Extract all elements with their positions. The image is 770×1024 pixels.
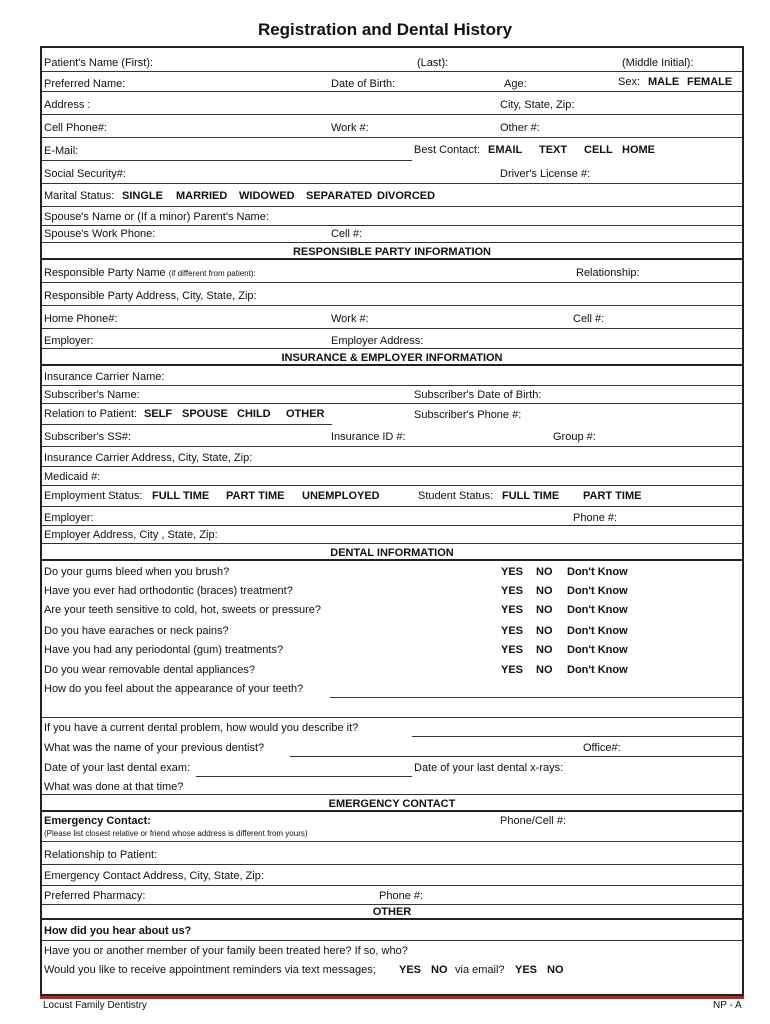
row-appearance	[42, 682, 742, 702]
employment-status-label: Employment Status:	[44, 490, 143, 502]
row-carrier-address	[42, 449, 742, 467]
marital-separated-option[interactable]: SEPARATED	[306, 190, 373, 202]
row-subscriber	[42, 387, 742, 404]
dental-question: Do you have earaches or neck pains?	[44, 625, 229, 637]
footer-form-code: NP - A	[713, 1000, 742, 1011]
row-relation	[42, 406, 742, 425]
sex-label: Sex:	[618, 76, 641, 88]
responsible-employer-address-field[interactable]: Employer Address:	[331, 335, 424, 347]
address-field[interactable]: Address :	[44, 99, 91, 111]
last-name-field[interactable]: (Last):	[417, 57, 449, 69]
dental-question: Do you wear removable dental appliances?	[44, 664, 255, 676]
age-field[interactable]: Age:	[504, 78, 527, 90]
carrier-address-field[interactable]: Insurance Carrier Address, City, State, Zip:	[44, 452, 253, 464]
relation-other-option[interactable]: OTHER	[286, 408, 325, 420]
row-family	[42, 944, 742, 962]
answer-no[interactable]: NO	[536, 664, 553, 676]
reminders-question: Would you like to receive appointment reminders via text messages;	[44, 964, 376, 976]
row-hear	[42, 923, 742, 941]
row-ssn	[42, 164, 742, 184]
row-email	[42, 141, 742, 161]
answer-yes[interactable]: YES	[501, 664, 524, 676]
emergency-relationship-field[interactable]: Relationship to Patient:	[44, 849, 158, 861]
row-address	[42, 95, 742, 115]
subscriber-phone-field[interactable]: Subscriber's Phone #:	[414, 409, 522, 421]
answer-yes[interactable]: YES	[501, 585, 524, 597]
carrier-name-field[interactable]: Insurance Carrier Name:	[44, 371, 165, 383]
row-responsible-address	[42, 286, 742, 306]
email-underline	[42, 160, 412, 161]
footer-rule	[40, 996, 744, 999]
sex-female-option[interactable]: FEMALE	[687, 76, 733, 88]
emergency-address-field[interactable]: Emergency Contact Address, City, State, Zip:	[44, 870, 264, 882]
row-what-done	[42, 780, 742, 795]
ins-employer-field[interactable]: Employer:	[44, 512, 94, 524]
responsible-cell-field[interactable]: Cell #:	[573, 313, 605, 325]
other-phone-field[interactable]: Other #:	[500, 122, 540, 134]
office-field[interactable]: Office#:	[583, 742, 621, 754]
answer-dont-know[interactable]: Don't Know	[567, 664, 628, 676]
insurance-header: INSURANCE & EMPLOYER INFORMATION	[281, 352, 503, 364]
row-spouse-phone	[42, 227, 742, 243]
reminder-email-no[interactable]: NO	[547, 964, 564, 976]
preferred-name-field[interactable]: Preferred Name:	[44, 78, 126, 90]
answer-dont-know[interactable]: Don't Know	[567, 604, 628, 616]
problem-answer-line[interactable]	[412, 736, 742, 737]
answer-dont-know[interactable]: Don't Know	[567, 585, 628, 597]
last-exam-question: Date of your last dental exam:	[44, 762, 191, 774]
city-state-zip-field[interactable]: City, State, Zip:	[500, 99, 575, 111]
other-section-header	[42, 905, 742, 920]
row-responsible-phones	[42, 309, 742, 329]
subscriber-ssn-field[interactable]: Subscriber's SS#:	[44, 431, 132, 443]
what-done-question: What was done at that time?	[44, 781, 184, 793]
answer-dont-know[interactable]: Don't Know	[567, 644, 628, 656]
responsible-work-field[interactable]: Work #:	[331, 313, 369, 325]
responsible-name-note: (if different from patient):	[168, 269, 256, 278]
dental-question-row	[42, 663, 742, 682]
answer-no[interactable]: NO	[536, 644, 553, 656]
answer-no[interactable]: NO	[536, 604, 553, 616]
hear-about-us-field[interactable]: How did you hear about us?	[44, 925, 192, 937]
row-spouse-name	[42, 210, 742, 226]
employment-full-time-option[interactable]: FULL TIME	[152, 490, 210, 502]
row-last-exam	[42, 761, 742, 780]
row-emergency-contact	[42, 814, 742, 842]
footer-practice-name: Locust Family Dentistry	[43, 1000, 147, 1011]
problem-question: If you have a current dental problem, how would you describe it?	[44, 722, 359, 734]
emergency-section-header	[42, 796, 742, 812]
emergency-header: EMERGENCY CONTACT	[328, 798, 456, 810]
student-part-time-option[interactable]: PART TIME	[583, 490, 642, 502]
contact-home-option[interactable]: HOME	[622, 144, 655, 156]
subscriber-name-field[interactable]: Subscriber's Name:	[44, 389, 140, 401]
emergency-contact-note: (Please list closest relative or friend whose address is different from yours)	[44, 829, 308, 838]
row-problem	[42, 721, 742, 741]
work-phone-field[interactable]: Work #:	[331, 122, 369, 134]
relation-spouse-option[interactable]: SPOUSE	[182, 408, 228, 420]
pharmacy-field[interactable]: Preferred Pharmacy:	[44, 890, 146, 902]
dental-question-row	[42, 603, 742, 622]
responsible-relationship-field[interactable]: Relationship:	[576, 267, 640, 279]
row-responsible-employer	[42, 332, 742, 349]
dental-question: Have you had any periodontal (gum) treatments?	[44, 644, 284, 656]
marital-divorced-option[interactable]: DIVORCED	[377, 190, 436, 202]
row-phones	[42, 118, 742, 138]
via-email-label: via email?	[455, 964, 505, 976]
registration-form	[40, 46, 744, 996]
row-ins-employer-address	[42, 527, 742, 544]
spouse-cell-field[interactable]: Cell #:	[331, 228, 363, 240]
first-name-field[interactable]: Patient's Name (First):	[44, 57, 154, 69]
row-subscriber-ids	[42, 427, 742, 447]
row-ins-employer	[42, 509, 742, 526]
employment-unemployed-option[interactable]: UNEMPLOYED	[302, 490, 380, 502]
responsible-section-header	[42, 244, 742, 260]
row-employment	[42, 487, 742, 507]
last-xray-field[interactable]: Date of your last dental x-rays:	[414, 762, 564, 774]
contact-cell-option[interactable]: CELL	[584, 144, 613, 156]
row-responsible-name	[42, 263, 742, 283]
dental-section-header	[42, 545, 742, 561]
relation-label: Relation to Patient:	[44, 408, 137, 420]
row-preferred	[42, 75, 742, 92]
answer-yes[interactable]: YES	[501, 566, 524, 578]
row-appearance-extra	[42, 700, 742, 718]
prev-dentist-question: What was the name of your previous dentist?	[44, 742, 265, 754]
dental-question: Do your gums bleed when you brush?	[44, 566, 230, 578]
responsible-header: RESPONSIBLE PARTY INFORMATION	[292, 246, 491, 258]
insurance-id-field[interactable]: Insurance ID #:	[331, 431, 406, 443]
marital-single-option[interactable]: SINGLE	[122, 190, 163, 202]
dental-question: Have you ever had orthodontic (braces) treatment?	[44, 585, 293, 597]
last-exam-answer-line[interactable]	[196, 776, 412, 777]
marital-status-label: Marital Status:	[44, 190, 115, 202]
responsible-employer-field[interactable]: Employer:	[44, 335, 94, 347]
answer-dont-know[interactable]: Don't Know	[567, 566, 628, 578]
marital-married-option[interactable]: MARRIED	[176, 190, 228, 202]
reminder-email-yes[interactable]: YES	[515, 964, 538, 976]
answer-no[interactable]: NO	[536, 585, 553, 597]
relation-underline	[42, 424, 332, 425]
appearance-question: How do you feel about the appearance of your teeth?	[44, 683, 304, 695]
row-prev-dentist	[42, 741, 742, 761]
answer-yes[interactable]: YES	[501, 625, 524, 637]
row-reminders	[42, 963, 742, 981]
dental-question-row	[42, 624, 742, 643]
email-field[interactable]: E-Mail:	[44, 145, 79, 157]
reminder-text-yes[interactable]: YES	[399, 964, 422, 976]
dental-header: DENTAL INFORMATION	[330, 547, 454, 559]
spouse-work-phone-field[interactable]: Spouse's Work Phone:	[44, 228, 156, 240]
answer-yes[interactable]: YES	[501, 644, 524, 656]
subscriber-dob-field[interactable]: Subscriber's Date of Birth:	[414, 389, 542, 401]
student-full-time-option[interactable]: FULL TIME	[502, 490, 560, 502]
row-marital	[42, 187, 742, 207]
ins-employer-address-field[interactable]: Employer Address, City , State, Zip:	[44, 529, 218, 541]
student-status-label: Student Status:	[418, 490, 494, 502]
answer-dont-know[interactable]: Don't Know	[567, 625, 628, 637]
responsible-address-field[interactable]: Responsible Party Address, City, State, Zip:	[44, 290, 257, 302]
row-carrier	[42, 369, 742, 386]
reminder-text-no[interactable]: NO	[431, 964, 448, 976]
row-pharmacy	[42, 888, 742, 905]
ssn-field[interactable]: Social Security#:	[44, 168, 126, 180]
ins-employer-phone-field[interactable]: Phone #:	[573, 512, 618, 524]
answer-yes[interactable]: YES	[501, 604, 524, 616]
dental-question-row	[42, 565, 742, 584]
responsible-name-label: Responsible Party Name	[44, 267, 166, 279]
medicaid-field[interactable]: Medicaid #:	[44, 471, 101, 483]
row-medicaid	[42, 468, 742, 486]
answer-no[interactable]: NO	[536, 625, 553, 637]
dob-field[interactable]: Date of Birth:	[331, 78, 396, 90]
form-title: Registration and Dental History	[257, 20, 513, 39]
dental-question-row	[42, 584, 742, 603]
appearance-answer-line[interactable]	[330, 697, 742, 698]
employment-part-time-option[interactable]: PART TIME	[226, 490, 285, 502]
family-treated-field[interactable]: Have you or another member of your family been treated here? If so, who?	[44, 945, 408, 957]
responsible-home-phone-field[interactable]: Home Phone#:	[44, 313, 118, 325]
pharmacy-phone-field[interactable]: Phone #:	[379, 890, 424, 902]
middle-initial-field[interactable]: (Middle Initial):	[622, 57, 694, 69]
sex-male-option[interactable]: MALE	[648, 76, 680, 88]
emergency-contact-field[interactable]: Emergency Contact:	[44, 815, 151, 827]
contact-text-option[interactable]: TEXT	[539, 144, 568, 156]
group-number-field[interactable]: Group #:	[553, 431, 596, 443]
dental-question-row	[42, 643, 742, 662]
best-contact-label: Best Contact:	[414, 144, 481, 156]
row-emergency-address	[42, 868, 742, 886]
emergency-phone-field[interactable]: Phone/Cell #:	[500, 815, 567, 827]
row-emergency-relationship	[42, 847, 742, 865]
answer-no[interactable]: NO	[536, 566, 553, 578]
responsible-name-field[interactable]	[44, 266, 256, 281]
marital-widowed-option[interactable]: WIDOWED	[239, 190, 295, 202]
dental-question: Are your teeth sensitive to cold, hot, sweets or pressure?	[44, 604, 321, 616]
other-header: OTHER	[372, 906, 412, 918]
contact-email-option[interactable]: EMAIL	[488, 144, 523, 156]
relation-child-option[interactable]: CHILD	[237, 408, 271, 420]
cell-phone-field[interactable]: Cell Phone#:	[44, 122, 107, 134]
row-patient-name	[42, 56, 742, 72]
relation-self-option[interactable]: SELF	[144, 408, 173, 420]
spouse-name-field[interactable]: Spouse's Name or (If a minor) Parent's Name:	[44, 211, 269, 223]
prev-dentist-answer-line[interactable]	[290, 756, 742, 757]
drivers-license-field[interactable]: Driver's License #:	[500, 168, 591, 180]
insurance-section-header	[42, 350, 742, 366]
